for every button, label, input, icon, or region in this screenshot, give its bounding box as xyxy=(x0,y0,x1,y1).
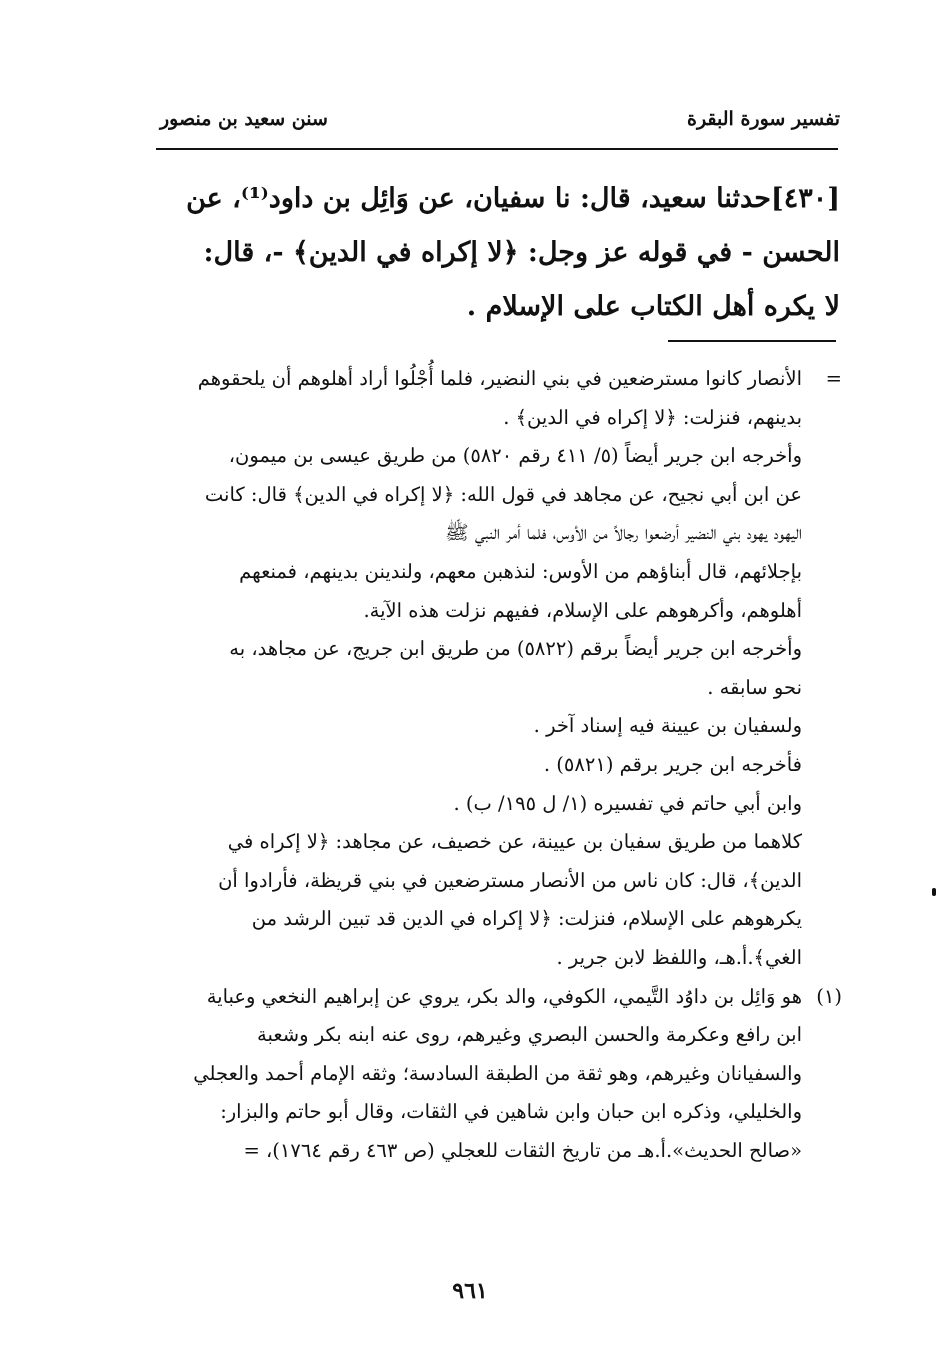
header-rule xyxy=(156,148,838,150)
note-line: وابن أبي حاتم في تفسيره (١/ ل ١٩٥/ ب) . xyxy=(453,791,802,815)
note-line: يكرهوهم على الإسلام، فنزلت: ﴿لا إكراه في الدين قد تبين الرشد من xyxy=(251,907,802,931)
note-line: كلاهما من طريق سفيان بن عيينة، عن خصيف، عن مجاهد: ﴿لا إكراه في xyxy=(227,830,802,854)
footnote-continuation xyxy=(158,360,842,978)
page-number: ٩٦١ xyxy=(452,1278,488,1304)
note-line: الغي﴾.أ.هـ، واللفظ لابن جرير . xyxy=(556,945,802,969)
note-line: وأخرجه ابن جرير أيضاً برقم (٥٨٢٢) من طريق ابن جريج، عن مجاهد، به xyxy=(229,637,802,661)
note-line: بدينهم، فنزلت: ﴿لا إكراه في الدين﴾ . xyxy=(503,405,802,429)
footnote-1 xyxy=(158,978,842,1171)
footnotes xyxy=(158,360,842,1170)
footnote-separator xyxy=(668,340,836,342)
note-line: الأنصار كانوا مسترضعين في بني النضير، فلما أُجْلُوا أراد أهلوهم أن يلحقوهم xyxy=(197,367,802,390)
note-line: أهلوهم، وأكرهوهم على الإسلام، ففيهم نزلت هذه الآية. xyxy=(363,598,802,622)
note-line: نحو سابقه . xyxy=(707,675,802,699)
note-line: والسفيانان وغيرهم، وهو ثقة من الطبقة السادسة؛ وثقه الإمام أحمد والعجلي xyxy=(193,1061,802,1085)
running-head-chapter: تفسير سورة البقرة xyxy=(686,108,840,130)
main-line: [٤٣٠]حدثنا سعيد، قال: نا سفيان، عن وَائِل بن داود⁽¹⁾، عن xyxy=(186,183,840,214)
note-line: وأخرجه ابن جرير أيضاً (٥/ ٤١١ رقم ٥٨٢٠) من طريق عيسى بن ميمون، xyxy=(228,444,802,468)
main-line: لا يكره أهل الكتاب على الإسلام . xyxy=(466,291,840,322)
note-line: «صالح الحديث».أ.هـ من تاريخ الثقات للعجلي (ص ٤٦٣ رقم ١٧٦٤)، = xyxy=(243,1138,802,1162)
footnote-number: (١) xyxy=(816,984,842,1008)
note-line: والخليلي، وذكره ابن حبان وابن شاهين في الثقات، وقال أبو حاتم والبزار: xyxy=(220,1100,802,1124)
scan-edge-mark xyxy=(932,888,936,896)
continuation-marker: = xyxy=(825,367,842,390)
note-line: فأخرجه ابن جرير برقم (٥٨٢١) . xyxy=(543,752,802,776)
note-line: هو وَائِل بن داوُد التَّيمي، الكوفي، والد بكر، يروي عن إبراهيم النخعي وعباية xyxy=(206,984,802,1008)
note-line: الدين﴾، قال: كان ناس من الأنصار مسترضعين في بني قريظة، فأرادوا أن xyxy=(218,868,802,892)
note-line: بإجلائهم، قال أبناؤهم من الأوس: لنذهبن معهم، ولندينن بدينهم، فمنعهم xyxy=(239,559,802,583)
note-line: ولسفيان بن عيينة فيه إسناد آخر . xyxy=(533,714,802,738)
main-line: الحسن - في قوله عز وجل: ﴿لا إكراه في الدين﴾ -، قال: xyxy=(203,237,840,268)
note-line: ابن رافع وعكرمة والحسن البصري وغيرهم، روى عنه ابنه بكر وشعبة xyxy=(257,1023,802,1047)
note-line: اليهود يهود بني النضير أرضعوا رجالاً من الأوس، فلما أمر النبي ﷺ xyxy=(445,521,802,545)
running-head-book: سنن سعيد بن منصور xyxy=(160,108,328,130)
note-line: عن ابن أبي نجيح، عن مجاهد في قول الله: ﴿لا إكراه في الدين﴾ قال: كانت xyxy=(204,482,802,506)
main-hadith-text xyxy=(150,172,840,334)
